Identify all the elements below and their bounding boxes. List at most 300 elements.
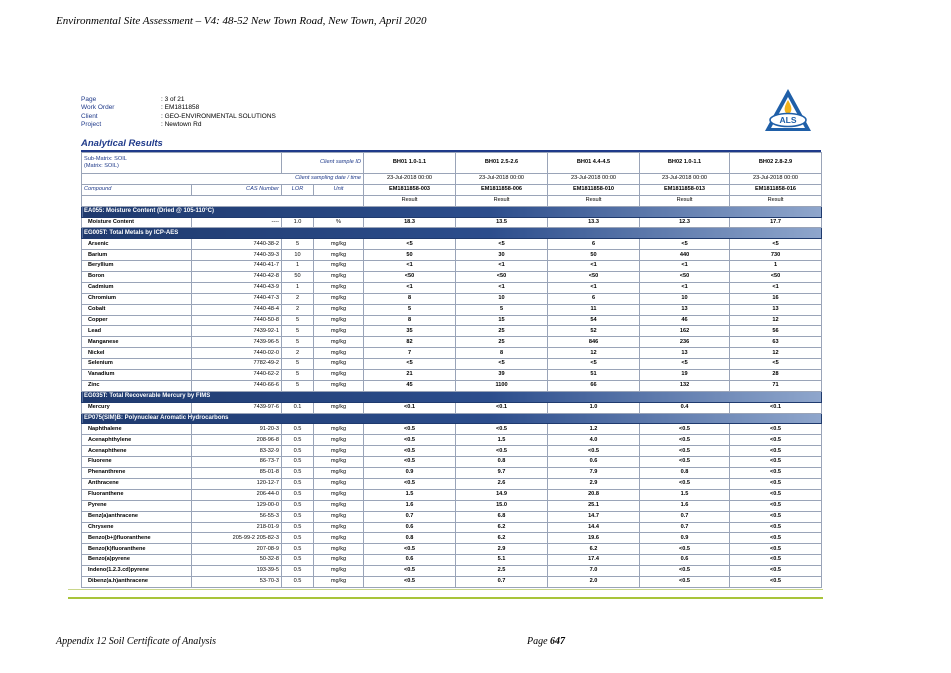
report-meta bbox=[81, 96, 361, 129]
compound-name: Pyrene bbox=[82, 500, 192, 511]
result-value: 14.4 bbox=[548, 522, 640, 533]
cas-number: 50-32-8 bbox=[192, 555, 282, 566]
cas-number: 91-20-3 bbox=[192, 424, 282, 435]
result-value: <1 bbox=[548, 261, 640, 272]
unit-value: mg/kg bbox=[314, 315, 364, 326]
section-header-row bbox=[82, 206, 822, 217]
meta-label: Project bbox=[81, 120, 102, 128]
section-title-cell: EP075(SIM)B: Polynuclear Aromatic Hydrocarbons bbox=[82, 413, 822, 424]
table-row bbox=[82, 402, 822, 413]
result-value: 16 bbox=[730, 293, 822, 304]
result-value: 12.3 bbox=[640, 217, 730, 228]
unit-value: mg/kg bbox=[314, 468, 364, 479]
compound-name: Moisture Content bbox=[82, 217, 192, 228]
result-value: 1.6 bbox=[364, 500, 456, 511]
section-title-cell: EA055: Moisture Content (Dried @ 105-110°C) bbox=[82, 206, 822, 217]
compound-name: Manganese bbox=[82, 337, 192, 348]
lor-value: 0.5 bbox=[282, 489, 314, 500]
result-value: 730 bbox=[730, 250, 822, 261]
table-row bbox=[82, 489, 822, 500]
table-row bbox=[82, 576, 822, 587]
blank-cell bbox=[82, 195, 364, 206]
result-value: <0.5 bbox=[640, 478, 730, 489]
compound-name: Vanadium bbox=[82, 370, 192, 381]
result-label: Result bbox=[640, 195, 730, 206]
unit-header: Unit bbox=[314, 184, 364, 195]
cas-number: 7440-47-3 bbox=[192, 293, 282, 304]
result-value: 20.8 bbox=[548, 489, 640, 500]
result-value: <1 bbox=[456, 261, 548, 272]
footer-appendix: Appendix 12 Soil Certificate of Analysis bbox=[56, 636, 217, 647]
cas-number: 7440-39-3 bbox=[192, 250, 282, 261]
lor-value: 1 bbox=[282, 261, 314, 272]
lor-value: 0.5 bbox=[282, 468, 314, 479]
sampling-date: 23-Jul-2018 00:00 bbox=[456, 174, 548, 185]
result-value: <5 bbox=[730, 239, 822, 250]
unit-value: mg/kg bbox=[314, 544, 364, 555]
result-value: <0.5 bbox=[730, 478, 822, 489]
table-row bbox=[82, 435, 822, 446]
table-row bbox=[82, 380, 822, 391]
lor-value: 0.5 bbox=[282, 576, 314, 587]
cas-number: 206-44-0 bbox=[192, 489, 282, 500]
section-title-cell: EG035T: Total Recoverable Mercury by FIMS bbox=[82, 391, 822, 402]
result-value: 39 bbox=[456, 370, 548, 381]
result-value: 0.6 bbox=[548, 457, 640, 468]
result-value: <50 bbox=[456, 272, 548, 283]
unit-value: mg/kg bbox=[314, 435, 364, 446]
table-row bbox=[82, 555, 822, 566]
result-value: 13 bbox=[640, 304, 730, 315]
table-row bbox=[82, 348, 822, 359]
result-value: 66 bbox=[548, 380, 640, 391]
result-value: <0.5 bbox=[364, 576, 456, 587]
unit-value: mg/kg bbox=[314, 576, 364, 587]
result-value: <0.5 bbox=[456, 446, 548, 457]
result-value: <0.5 bbox=[730, 468, 822, 479]
unit-value: mg/kg bbox=[314, 457, 364, 468]
meta-row-page bbox=[81, 96, 361, 104]
result-value: <0.5 bbox=[456, 424, 548, 435]
unit-value: mg/kg bbox=[314, 250, 364, 261]
lor-value: 5 bbox=[282, 337, 314, 348]
result-value: 17.7 bbox=[730, 217, 822, 228]
compound-name: Naphthalene bbox=[82, 424, 192, 435]
result-value: 50 bbox=[548, 250, 640, 261]
result-value: <50 bbox=[730, 272, 822, 283]
result-value: 10 bbox=[640, 293, 730, 304]
result-value: 8 bbox=[364, 293, 456, 304]
lab-id: EM1811858-006 bbox=[456, 184, 548, 195]
table-row bbox=[82, 446, 822, 457]
compound-name: Cobalt bbox=[82, 304, 192, 315]
meta-value: : Newtown Rd bbox=[161, 120, 202, 128]
lor-value: 5 bbox=[282, 370, 314, 381]
result-value: <0.5 bbox=[640, 544, 730, 555]
result-value: 6.2 bbox=[456, 522, 548, 533]
result-value: 45 bbox=[364, 380, 456, 391]
unit-value: mg/kg bbox=[314, 304, 364, 315]
result-value: 236 bbox=[640, 337, 730, 348]
result-value: 6 bbox=[548, 239, 640, 250]
unit-value: mg/kg bbox=[314, 359, 364, 370]
result-value: 5.1 bbox=[456, 555, 548, 566]
cas-number: 7440-38-2 bbox=[192, 239, 282, 250]
result-value: <5 bbox=[730, 359, 822, 370]
result-value: <0.5 bbox=[364, 478, 456, 489]
unit-value: mg/kg bbox=[314, 370, 364, 381]
unit-value: mg/kg bbox=[314, 522, 364, 533]
compound-name: Boron bbox=[82, 272, 192, 283]
sampling-date: 23-Jul-2018 00:00 bbox=[730, 174, 822, 185]
result-value: 13.3 bbox=[548, 217, 640, 228]
compound-name: Cadmium bbox=[82, 282, 192, 293]
result-label: Result bbox=[548, 195, 640, 206]
result-value: 1.5 bbox=[456, 435, 548, 446]
result-value: <0.5 bbox=[730, 500, 822, 511]
compound-name: Chrysene bbox=[82, 522, 192, 533]
result-value: 6 bbox=[548, 293, 640, 304]
result-value: 13 bbox=[730, 304, 822, 315]
lor-value: 0.5 bbox=[282, 500, 314, 511]
result-value: 19.6 bbox=[548, 533, 640, 544]
meta-row-work-order bbox=[81, 104, 361, 112]
cas-number: 129-00-0 bbox=[192, 500, 282, 511]
lor-value: 5 bbox=[282, 239, 314, 250]
sample-id: BH02 2.8-2.9 bbox=[730, 153, 822, 174]
sample-id: BH01 1.0-1.1 bbox=[364, 153, 456, 174]
unit-value: mg/kg bbox=[314, 239, 364, 250]
unit-value: mg/kg bbox=[314, 489, 364, 500]
result-value: 15 bbox=[456, 315, 548, 326]
result-value: 0.8 bbox=[364, 533, 456, 544]
sample-id: BH02 1.0-1.1 bbox=[640, 153, 730, 174]
result-value: 7 bbox=[364, 348, 456, 359]
matrix-cell bbox=[82, 153, 282, 174]
result-value: <1 bbox=[456, 282, 548, 293]
table-row bbox=[82, 315, 822, 326]
lor-value: 0.5 bbox=[282, 566, 314, 577]
client-sampling-date-label: Client sampling date / time bbox=[82, 174, 364, 185]
result-value: <0.5 bbox=[364, 544, 456, 555]
section-header-row bbox=[82, 391, 822, 402]
result-value: <0.5 bbox=[730, 533, 822, 544]
table-row bbox=[82, 326, 822, 337]
cas-number: 218-01-9 bbox=[192, 522, 282, 533]
unit-value: mg/kg bbox=[314, 478, 364, 489]
result-value: 15.0 bbox=[456, 500, 548, 511]
table-row bbox=[82, 468, 822, 479]
result-label: Result bbox=[730, 195, 822, 206]
result-value: 1.2 bbox=[548, 424, 640, 435]
result-value: <0.5 bbox=[364, 446, 456, 457]
result-value: 0.7 bbox=[364, 511, 456, 522]
result-value: <0.5 bbox=[640, 576, 730, 587]
als-logo bbox=[763, 87, 813, 133]
result-value: 846 bbox=[548, 337, 640, 348]
result-value: 25 bbox=[456, 337, 548, 348]
cas-number: 193-39-5 bbox=[192, 566, 282, 577]
result-value: <50 bbox=[364, 272, 456, 283]
result-value: <0.5 bbox=[364, 566, 456, 577]
table-row bbox=[82, 293, 822, 304]
document-header: Environmental Site Assessment – V4: 48-52 New Town Road, New Town, April 2020 bbox=[56, 15, 427, 27]
lor-value: 2 bbox=[282, 348, 314, 359]
result-value: 18.3 bbox=[364, 217, 456, 228]
result-value: 0.4 bbox=[640, 402, 730, 413]
lor-value: 0.5 bbox=[282, 511, 314, 522]
compound-name: Indeno(1.2.3.cd)pyrene bbox=[82, 566, 192, 577]
lor-value: 50 bbox=[282, 272, 314, 283]
result-value: 2.9 bbox=[548, 478, 640, 489]
compound-name: Mercury bbox=[82, 402, 192, 413]
compound-name: Selenium bbox=[82, 359, 192, 370]
unit-value: mg/kg bbox=[314, 326, 364, 337]
lor-value: 0.5 bbox=[282, 424, 314, 435]
cas-number: 7440-62-2 bbox=[192, 370, 282, 381]
compound-name: Beryllium bbox=[82, 261, 192, 272]
compound-name: Fluoranthene bbox=[82, 489, 192, 500]
result-value: 8 bbox=[456, 348, 548, 359]
result-value: <0.5 bbox=[364, 435, 456, 446]
result-value: <0.5 bbox=[640, 446, 730, 457]
result-value: <5 bbox=[364, 359, 456, 370]
cas-number: 7440-48-4 bbox=[192, 304, 282, 315]
result-value: <1 bbox=[730, 282, 822, 293]
meta-label: Work Order bbox=[81, 104, 115, 112]
result-value: <0.5 bbox=[640, 435, 730, 446]
cas-number: 208-96-8 bbox=[192, 435, 282, 446]
unit-value: % bbox=[314, 217, 364, 228]
compound-name: Phenanthrene bbox=[82, 468, 192, 479]
result-value: <0.5 bbox=[640, 424, 730, 435]
compound-name: Benzo(a)pyrene bbox=[82, 555, 192, 566]
footer-page-prefix: Page bbox=[527, 636, 551, 647]
lor-value: 0.5 bbox=[282, 435, 314, 446]
lor-value: 1 bbox=[282, 282, 314, 293]
result-value: 5 bbox=[364, 304, 456, 315]
result-value: 2.5 bbox=[456, 566, 548, 577]
result-value: 25.1 bbox=[548, 500, 640, 511]
result-value: 19 bbox=[640, 370, 730, 381]
result-value: <0.5 bbox=[364, 457, 456, 468]
meta-value: : 3 of 21 bbox=[161, 96, 185, 103]
unit-value: mg/kg bbox=[314, 282, 364, 293]
result-value: 6.2 bbox=[456, 533, 548, 544]
compound-name: Dibenz(a.h)anthracene bbox=[82, 576, 192, 587]
cas-number: 56-55-3 bbox=[192, 511, 282, 522]
cas-number: 86-73-7 bbox=[192, 457, 282, 468]
table-row bbox=[82, 337, 822, 348]
table-row bbox=[82, 522, 822, 533]
lor-value: 5 bbox=[282, 326, 314, 337]
result-value: <5 bbox=[364, 239, 456, 250]
lor-value: 0.5 bbox=[282, 533, 314, 544]
lab-id: EM1811858-016 bbox=[730, 184, 822, 195]
table-row bbox=[82, 304, 822, 315]
sampling-date: 23-Jul-2018 00:00 bbox=[640, 174, 730, 185]
logo-text: ALS bbox=[779, 115, 797, 125]
lor-value: 5 bbox=[282, 380, 314, 391]
lor-value: 0.5 bbox=[282, 457, 314, 468]
result-value: 5 bbox=[456, 304, 548, 315]
result-value: <0.5 bbox=[640, 566, 730, 577]
result-value: 54 bbox=[548, 315, 640, 326]
result-value: 2.0 bbox=[548, 576, 640, 587]
meta-label: Page bbox=[81, 96, 97, 103]
result-value: 1.6 bbox=[640, 500, 730, 511]
result-value: <0.1 bbox=[730, 402, 822, 413]
lor-value: 5 bbox=[282, 359, 314, 370]
result-value: 0.7 bbox=[456, 576, 548, 587]
cas-number: ---- bbox=[192, 217, 282, 228]
compound-name: Benzo(k)fluoranthene bbox=[82, 544, 192, 555]
result-value: 0.8 bbox=[456, 457, 548, 468]
unit-value: mg/kg bbox=[314, 566, 364, 577]
result-value: 440 bbox=[640, 250, 730, 261]
result-value: <0.5 bbox=[730, 566, 822, 577]
result-value: 46 bbox=[640, 315, 730, 326]
result-value: <0.5 bbox=[730, 522, 822, 533]
result-value: <1 bbox=[548, 282, 640, 293]
unit-value: mg/kg bbox=[314, 424, 364, 435]
header-row-sampling-date bbox=[82, 174, 822, 185]
unit-value: mg/kg bbox=[314, 261, 364, 272]
matrix-label: (Matrix: SOIL) bbox=[84, 163, 119, 169]
compound-name: Lead bbox=[82, 326, 192, 337]
result-value: <0.5 bbox=[730, 424, 822, 435]
lab-id: EM1811858-003 bbox=[364, 184, 456, 195]
result-value: 0.6 bbox=[364, 555, 456, 566]
result-value: <0.5 bbox=[730, 555, 822, 566]
section-title: Analytical Results bbox=[81, 138, 163, 149]
result-value: 14.7 bbox=[548, 511, 640, 522]
cas-number: 7782-49-2 bbox=[192, 359, 282, 370]
table-row bbox=[82, 500, 822, 511]
unit-value: mg/kg bbox=[314, 272, 364, 283]
result-value: <0.5 bbox=[730, 446, 822, 457]
unit-value: mg/kg bbox=[314, 511, 364, 522]
result-value: <0.5 bbox=[730, 544, 822, 555]
lor-value: 0.5 bbox=[282, 522, 314, 533]
unit-value: mg/kg bbox=[314, 348, 364, 359]
compound-name: Arsenic bbox=[82, 239, 192, 250]
cas-number: 7440-43-9 bbox=[192, 282, 282, 293]
compound-name: Fluorene bbox=[82, 457, 192, 468]
result-value: <0.5 bbox=[730, 457, 822, 468]
cas-header: CAS Number bbox=[192, 184, 282, 195]
unit-value: mg/kg bbox=[314, 337, 364, 348]
result-value: 4.0 bbox=[548, 435, 640, 446]
client-sample-id-label: Client sample ID bbox=[282, 153, 364, 174]
table-row bbox=[82, 566, 822, 577]
unit-value: mg/kg bbox=[314, 380, 364, 391]
submatrix-label: Sub-Matrix: SOIL bbox=[84, 156, 127, 162]
table-row bbox=[82, 533, 822, 544]
cas-number: 207-08-9 bbox=[192, 544, 282, 555]
result-value: 1 bbox=[730, 261, 822, 272]
unit-value: mg/kg bbox=[314, 402, 364, 413]
result-value: <1 bbox=[364, 282, 456, 293]
compound-name: Acenaphthene bbox=[82, 446, 192, 457]
lab-id: EM1811858-013 bbox=[640, 184, 730, 195]
table-row bbox=[82, 217, 822, 228]
unit-value: mg/kg bbox=[314, 533, 364, 544]
result-value: <1 bbox=[640, 282, 730, 293]
result-label: Result bbox=[364, 195, 456, 206]
cas-number: 205-99-2 205-82-3 bbox=[192, 533, 282, 544]
result-value: <0.5 bbox=[640, 457, 730, 468]
compound-header: Compound bbox=[82, 184, 192, 195]
result-value: 12 bbox=[730, 315, 822, 326]
lor-header: LOR bbox=[282, 184, 314, 195]
bottom-rule-thin bbox=[68, 589, 823, 590]
result-value: <1 bbox=[364, 261, 456, 272]
cas-number: 7439-96-5 bbox=[192, 337, 282, 348]
result-value: <0.5 bbox=[730, 489, 822, 500]
result-value: 6.2 bbox=[548, 544, 640, 555]
result-value: 1.0 bbox=[548, 402, 640, 413]
result-value: <5 bbox=[548, 359, 640, 370]
result-value: <50 bbox=[640, 272, 730, 283]
cas-number: 7439-92-1 bbox=[192, 326, 282, 337]
table-row bbox=[82, 239, 822, 250]
result-value: 2.6 bbox=[456, 478, 548, 489]
table-row bbox=[82, 424, 822, 435]
result-value: 0.6 bbox=[364, 522, 456, 533]
result-value: 7.0 bbox=[548, 566, 640, 577]
meta-value: : EM1811858 bbox=[161, 104, 200, 112]
result-value: 51 bbox=[548, 370, 640, 381]
lor-value: 5 bbox=[282, 315, 314, 326]
cas-number: 7440-42-8 bbox=[192, 272, 282, 283]
sample-id: BH01 2.5-2.6 bbox=[456, 153, 548, 174]
result-value: <0.5 bbox=[730, 511, 822, 522]
cas-number: 7439-97-6 bbox=[192, 402, 282, 413]
header-row-result bbox=[82, 195, 822, 206]
result-value: <5 bbox=[640, 359, 730, 370]
table-row bbox=[82, 478, 822, 489]
result-value: 17.4 bbox=[548, 555, 640, 566]
lor-value: 2 bbox=[282, 293, 314, 304]
section-title-cell: EG005T: Total Metals by ICP-AES bbox=[82, 228, 822, 239]
result-value: 56 bbox=[730, 326, 822, 337]
table-row bbox=[82, 272, 822, 283]
result-value: 8 bbox=[364, 315, 456, 326]
result-value: 50 bbox=[364, 250, 456, 261]
compound-name: Anthracene bbox=[82, 478, 192, 489]
result-value: 13 bbox=[640, 348, 730, 359]
result-value: 14.9 bbox=[456, 489, 548, 500]
header-row-columns bbox=[82, 184, 822, 195]
result-value: 13.5 bbox=[456, 217, 548, 228]
compound-name: Barium bbox=[82, 250, 192, 261]
table-row bbox=[82, 544, 822, 555]
result-value: 0.7 bbox=[640, 522, 730, 533]
cas-number: 120-12-7 bbox=[192, 478, 282, 489]
result-value: 12 bbox=[730, 348, 822, 359]
section-header-row bbox=[82, 413, 822, 424]
result-value: 0.7 bbox=[640, 511, 730, 522]
result-value: 132 bbox=[640, 380, 730, 391]
result-value: 1100 bbox=[456, 380, 548, 391]
result-value: <5 bbox=[456, 359, 548, 370]
result-value: 12 bbox=[548, 348, 640, 359]
result-value: 11 bbox=[548, 304, 640, 315]
footer-page-number: 647 bbox=[550, 636, 566, 647]
result-value: 1.5 bbox=[640, 489, 730, 500]
lor-value: 2 bbox=[282, 304, 314, 315]
